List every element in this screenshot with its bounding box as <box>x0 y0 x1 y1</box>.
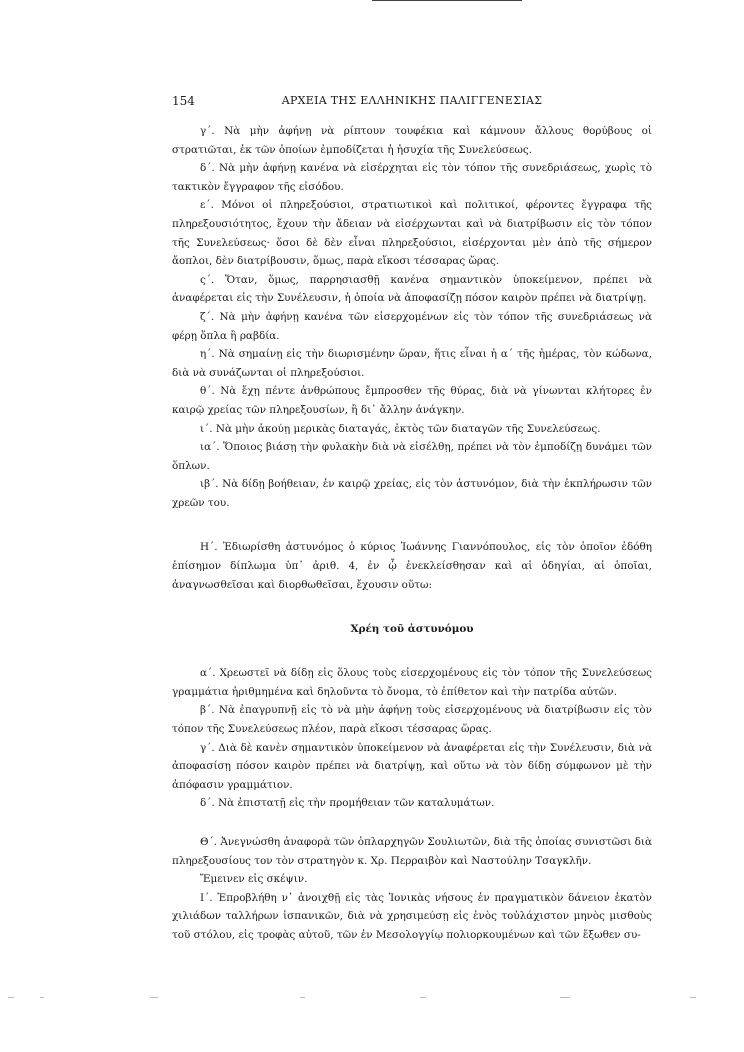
spacer <box>172 594 652 620</box>
duties-heading: Χρέη τοῦ ἀστυνόμου <box>350 623 474 636</box>
duty-paragraph: δ΄. Νὰ ἐπιστατῇ εἰς τὴν προμήθειαν τῶν καταλυμάτων. <box>200 797 495 810</box>
running-title: ΑΡΧΕΙΑ ΤΗΣ ΕΛΛΗΝΙΚΗΣ ΠΑΛΙΓΓΕΝΕΣΙΑΣ <box>281 94 543 107</box>
rule-paragraph: ς΄. Ὅταν, ὅμως, παρρησιασθῇ κανένα σημαντικὸν ὑποκείμενον, πρέπει νὰ ἀναφέρεται εἰς τὴν Συνέλευσιν, ἡ ὁποία νὰ ἀποφασίζῃ πόσον καιρὸν πρέπει νὰ διατρίψῃ. <box>172 273 652 305</box>
duty-paragraph: α΄. Χρεωστεῖ νὰ δίδῃ εἰς ὅλους τοὺς εἰσερχομένους εἰς τὸν τόπον τῆς Συνελεύσεως γραμμάτια ἠριθμημένα καὶ δηλοῦντα τὸ ὄνομα, τὸ ἐπίθετον καὶ τὴν πατρίδα αὐτῶν. <box>172 667 652 698</box>
page-number: 154 <box>172 94 195 108</box>
section-h-paragraph: Η΄. Ἐδιωρίσθη ἀστυνόμος ὁ κύριος Ἰωάννης Γιαννόπουλος, εἰς τὸν ὁποῖον ἐδόθη ἐπίσημον δίπλωμα ὑπ᾿ ἀριθ. 4, ἐν ᾧ ἐνεκλείσθησαν καὶ αἱ ὁδηγίαι, αἱ ὁποῖαι, ἀναγνωσθεῖσαι καὶ διορθωθεῖσαι, ἔχουσιν οὕτω: <box>172 541 652 591</box>
scan-bottom-noise <box>0 996 744 999</box>
rule-paragraph: ιβ΄. Νὰ δίδῃ βοήθειαν, ἐν καιρῷ χρείας, εἰς τὸν ἀστυνόμον, διὰ τὴν ἐκπλήρωσιν τῶν χρεῶν του. <box>172 478 652 509</box>
section-th-paragraph: Θ΄. Ἀνεγνώσθη ἀναφορὰ τῶν ὁπλαρχηγῶν Σουλιωτῶν, διὰ τῆς ὁποίας συνιστῶσι διὰ πληρεξουσίους τον τὸν στρατηγὸν κ. Χρ. Περραιβὸν καὶ Ναστούλην Τσαγκλῆν. <box>172 836 652 867</box>
spacer <box>172 512 652 538</box>
rule-paragraph: η΄. Νὰ σημαίνῃ εἰς τὴν διωρισμένην ὥραν, ἥτις εἶναι ἡ α΄ τῆς ἡμέρας, τὸν κώδωνα, διὰ νὰ συνάζωνται οἱ πληρεξούσιοι. <box>172 348 652 379</box>
page-header <box>172 94 652 110</box>
rule-paragraph: γ΄. Νὰ μὴν ἀφήνῃ νὰ ρίπτουν τουφέκια καὶ κάμνουν ἄλλους θορύβους οἱ στρατιῶται, ἐκ τῶν ὁποίων ἐμποδίζεται ἡ ἡσυχία τῆς Συνελεύσεως. <box>172 125 652 156</box>
page-body <box>172 122 652 945</box>
duty-paragraph: γ΄. Διὰ δὲ κανὲν σημαντικὸν ὑποκείμενον νὰ ἀναφέρεται εἰς τὴν Συνέλευσιν, διὰ νὰ ἀποφασίσῃ πόσον καιρὸν πρέπει νὰ διατρίψῃ, καὶ οὕτω νὰ τὸν δίδῃ σύμφωνον μὲ τὴν ἀπόφασιν γραμμάτιον. <box>172 741 652 791</box>
rule-paragraph: ια΄. Ὅποιος βιάσῃ τὴν φυλακὴν διὰ νὰ εἰσέλθῃ, πρέπει νὰ τὸν ἐμποδίζῃ δυνάμει τῶν ὅπλων. <box>172 441 652 472</box>
rule-paragraph: δ΄. Νὰ μὴν ἀφήνῃ κανένα νὰ εἰσέρχηται εἰς τὸν τόπον τῆς συνεδριάσεως, χωρὶς τὸ τακτικὸν ἔγγραφον τῆς εἰσόδου. <box>172 162 652 193</box>
scan-edge-line <box>372 0 522 1</box>
rule-paragraph: ζ΄. Νὰ μὴν ἀφήνῃ κανένα τῶν εἰσερχομένων εἰς τὸν τόπον τῆς συνεδριάσεως νὰ φέρῃ ὅπλα ἢ ραβδία. <box>172 310 652 342</box>
section-th-note: Ἔμεινεν εἰς σκέψιν. <box>200 873 308 886</box>
spacer <box>172 638 652 664</box>
rule-paragraph: ε΄. Μόνοι οἱ πληρεξούσιοι, στρατιωτικοὶ καὶ πολιτικοί, φέροντες ἔγγραφα τῆς πληρεξουσιότητος, ἔχουν τὴν ἄδειαν νὰ εἰσέρχωνται καὶ νὰ διατρίβωσιν εἰς τὸν τόπον τῆς Συνελεύσεως· ὅσοι δὲ δὲν εἶναι πληρεξούσιοι, εἰσέρχονται μὲν ἀπὸ τῆς σήμερον ἄοπλοι, δὲν διατρίβουσιν, ὅμως, παρὰ εἴκοσι τέσσαρας ὥρας. <box>172 199 652 268</box>
duty-paragraph: β΄. Νὰ ἐπαγρυπνῇ εἰς τὸ νὰ μὴν ἀφήνῃ τοὺς εἰσερχομένους νὰ διατρίβωσιν εἰς τὸν τόπον τῆς Συνελεύσεως πλέον, παρὰ εἴκοσι τέσσαρας ὥρας. <box>172 704 652 736</box>
rule-paragraph: θ΄. Νὰ ἔχῃ πέντε ἀνθρώπους ἔμπροσθεν τῆς θύρας, διὰ νὰ γίνωνται κλήτορες ἐν καιρῷ χρείας τῶν πληρεξουσίων, ἢ δι᾿ ἄλλην ἀνάγκην. <box>172 385 652 416</box>
spacer <box>172 813 652 833</box>
rule-paragraph: ι΄. Νὰ μὴν ἀκούῃ μερικὰς διαταγάς, ἐκτὸς τῶν διαταγῶν τῆς Συνελεύσεως. <box>200 422 601 435</box>
section-i-paragraph: Ι΄. Ἐπροβλήθη ν᾿ ἀνοιχθῇ εἰς τὰς Ἰονικὰς νήσους ἐν πραγματικὸν δάνειον ἑκατὸν χιλιάδων ταλλήρων ἱσπανικῶν, διὰ νὰ χρησιμεύσῃ εἰς ἑνὸς τοὐλάχιστον μηνὸς μισθοὺς τοῦ στόλου, εἰς τροφὰς αὐτοῦ, τῶν ἐν Μεσολογγίῳ πολιορκουμένων καὶ τῶν ἔξωθεν συ- <box>172 891 652 941</box>
